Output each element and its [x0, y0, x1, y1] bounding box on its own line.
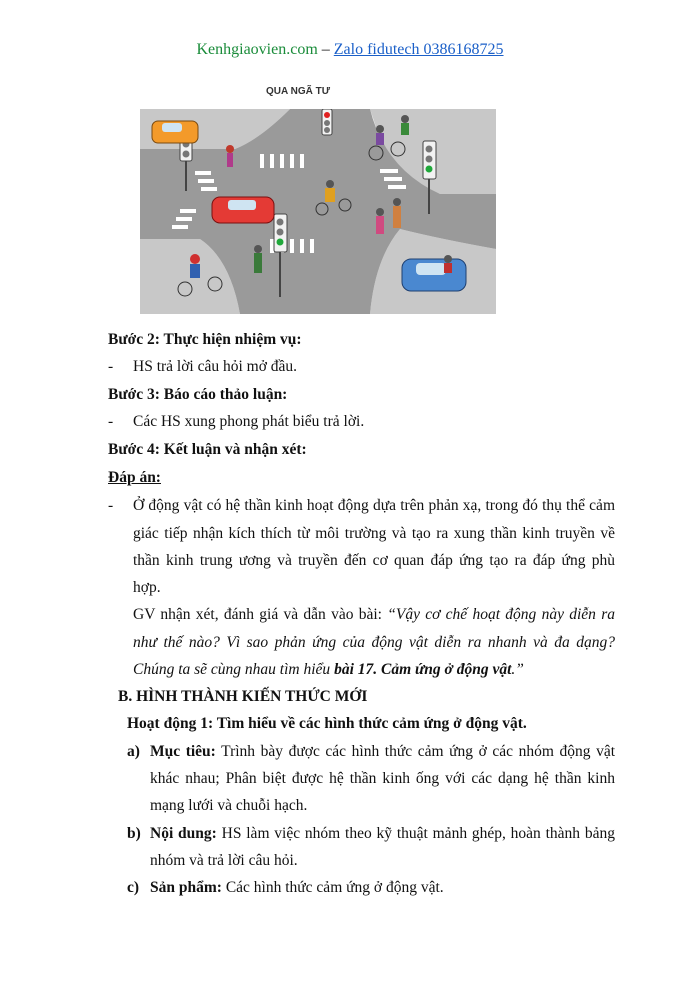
- gv-line-1: [133, 605, 615, 625]
- step-3-title: Bước 3: Báo cáo thảo luận:: [108, 386, 288, 403]
- gv-line-1-plain: GV nhận xét, đánh giá và dẫn vào bài:: [133, 606, 388, 623]
- answer-line-3: thần kinh trung ương và truyền đến cơ quan đáp ứng tạo ra đáp ứng phù: [133, 552, 615, 569]
- section-b-title: B. HÌNH THÀNH KIẾN THỨC MỚI: [118, 688, 368, 705]
- step-2-item: HS trả lời câu hỏi mở đầu.: [133, 358, 298, 375]
- item-a-line-3: mạng lưới và chuỗi hạch.: [150, 797, 308, 814]
- item-b-line-2: nhóm và trả lời câu hỏi.: [150, 852, 298, 869]
- step-4-title: Bước 4: Kết luận và nhận xét:: [108, 441, 307, 458]
- gv-line-3-plain: Chúng ta sẽ cùng nhau tìm hiểu: [133, 661, 335, 678]
- item-c-key: Sản phẩm:: [150, 879, 222, 896]
- answer-line-2: giác tiếp nhận kích thích từ môi trường và tạo ra xung thần kinh truyền về: [133, 525, 615, 542]
- dash-marker: -: [108, 497, 114, 514]
- answer-title: Đáp án:: [108, 469, 161, 486]
- gv-line-3-end: .”: [511, 661, 524, 678]
- item-b-text: HS làm việc nhóm theo kỹ thuật mảnh ghép, hoàn thành bảng: [216, 825, 615, 842]
- activity-1-title: Hoạt động 1: Tìm hiểu về các hình thức cảm ứng ở động vật.: [127, 715, 527, 732]
- dash-marker: -: [108, 358, 114, 375]
- item-a-text: Trình bày được các hình thức cảm ứng ở các nhóm động vật: [215, 743, 616, 760]
- step-2-title: Bước 2: Thực hiện nhiệm vụ:: [108, 331, 302, 348]
- item-c-line-1: [150, 878, 444, 898]
- item-c-label: c): [127, 879, 140, 896]
- header-site[interactable]: Kenhgiaovien.com: [196, 41, 318, 58]
- item-b-key: Nội dung:: [150, 825, 217, 842]
- item-b-label: b): [127, 825, 141, 842]
- item-a-label: a): [127, 743, 140, 760]
- step-3-item: Các HS xung phong phát biểu trả lời.: [133, 413, 365, 430]
- dash-marker: -: [108, 413, 114, 430]
- item-a-line-1: [150, 742, 615, 762]
- item-b-line-1: [150, 824, 615, 844]
- answer-line-4: hợp.: [133, 579, 161, 596]
- header-zalo-link[interactable]: Zalo fidutech 0386168725: [333, 41, 504, 58]
- figure-title: QUA NGÃ TƯ: [266, 86, 331, 97]
- item-a-line-2: khác nhau; Phân biệt được hệ thần kinh ống với các dạng hệ thần kinh: [150, 770, 615, 787]
- lesson-title: bài 17. Cảm ứng ở động vật: [334, 661, 512, 678]
- gv-line-3: [133, 660, 524, 680]
- page-header: [0, 41, 700, 59]
- gv-line-1-italic: “Vậy cơ chế hoạt động này diễn ra: [387, 606, 615, 623]
- header-separator: –: [317, 41, 334, 58]
- item-a-key: Mục tiêu:: [150, 743, 216, 760]
- item-c-text: Các hình thức cảm ứng ở động vật.: [221, 879, 444, 896]
- answer-line-1: Ở động vật có hệ thần kinh hoạt động dựa trên phản xạ, trong đó thụ thể cảm: [133, 497, 615, 514]
- crossroad-illustration: [140, 109, 496, 314]
- gv-line-2: như thế nào? Vì sao phản ứng của động vật diễn ra nhanh và đa dạng?: [133, 634, 615, 651]
